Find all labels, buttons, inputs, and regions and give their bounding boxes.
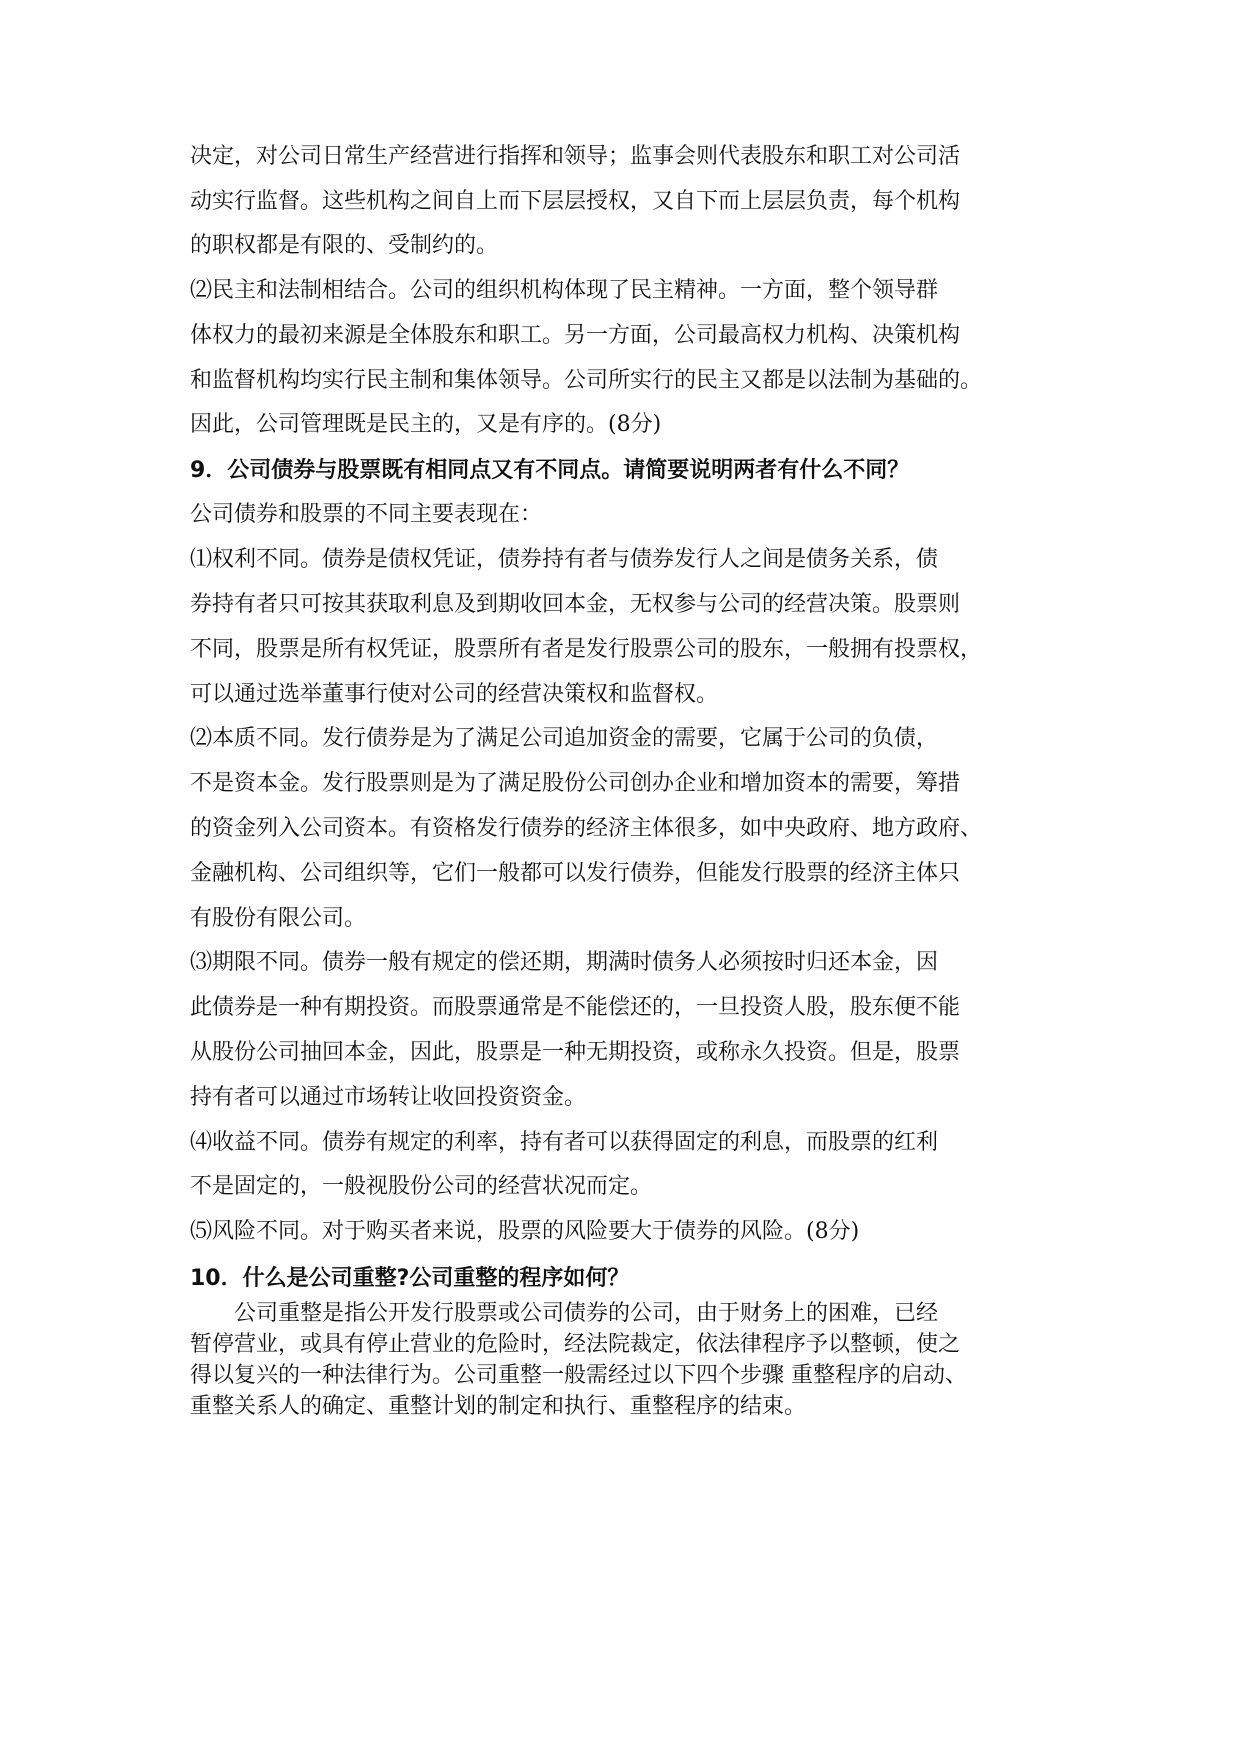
paragraph-line: ⑵本质不同。发行债券是为了满足公司追加资金的需要，它属于公司的负债，: [190, 726, 939, 751]
paragraph-line: 金融机构、公司组织等，它们一般都可以发行债券，但能发行股票的经济主体只: [190, 861, 961, 886]
paragraph-line: 公司重整是指公开发行股票或公司债券的公司，由于财务上的困难，已经: [190, 1301, 939, 1326]
paragraph-line: 此债券是一种有期投资。而股票通常是不能偿还的，一旦投资人股，股东便不能: [190, 995, 961, 1020]
paragraph-line: 重整关系人的确定、重整计划的制定和执行、重整程序的结束。: [190, 1394, 807, 1419]
paragraph-line: 持有者可以通过市场转让收回投资资金。: [190, 1085, 587, 1110]
paragraph-line: ⑷收益不同。债券有规定的利率，持有者可以获得固定的利息，而股票的红利: [190, 1130, 939, 1155]
paragraph-line: 的职权都是有限的、受制约的。: [190, 233, 499, 258]
paragraph-line: 决定，对公司日常生产经营进行指挥和领导；监事会则代表股东和职工对公司活: [190, 144, 961, 169]
paragraph-line: 和监督机构均实行民主制和集体领导。公司所实行的民主又都是以法制为基础的。: [190, 368, 983, 393]
paragraph-line: 可以通过选举董事行使对公司的经营决策权和监督权。: [190, 682, 719, 707]
question-10-heading: 10．什么是公司重整?公司重整的程序如何？: [190, 1266, 630, 1291]
paragraph-line: ⑵民主和法制相结合。公司的组织机构体现了民主精神。一方面，整个领导群: [190, 278, 939, 303]
paragraph-line: 暂停营业，或具有停止营业的危险时，经法院裁定，依法律程序予以整顿，使之: [190, 1332, 961, 1357]
paragraph-line: 从股份公司抽回本金，因此，股票是一种无期投资，或称永久投资。但是，股票: [190, 1040, 961, 1065]
paragraph-line: 不同，股票是所有权凭证，股票所有者是发行股票公司的股东，一般拥有投票权，: [190, 637, 983, 662]
paragraph-line: 券持有者只可按其获取利息及到期收回本金，无权参与公司的经营决策。股票则: [190, 592, 961, 617]
paragraph-line: 体权力的最初来源是全体股东和职工。另一方面，公司最高权力机构、决策机构: [190, 323, 961, 348]
paragraph-line: ⑶期限不同。债券一般有规定的偿还期，期满时债务人必须按时归还本金，因: [190, 950, 939, 975]
paragraph-line: ⑴权利不同。债券是债权凭证，债券持有者与债券发行人之间是债务关系，债: [190, 547, 939, 572]
paragraph-line: 因此，公司管理既是民主的，又是有序的。(8分): [190, 412, 662, 437]
paragraph-line: 公司债券和股票的不同主要表现在：: [190, 502, 543, 527]
question-9-heading: 9．公司债券与股票既有相同点又有不同点。请简要说明两者有什么不同？: [190, 458, 910, 483]
paragraph-line: 的资金列入公司资本。有资格发行债券的经济主体很多，如中央政府、地方政府、: [190, 816, 983, 841]
paragraph-line: 得以复兴的一种法律行为。公司重整一般需经过以下四个步骤 重整程序的启动、: [190, 1363, 967, 1388]
paragraph-line: 有股份有限公司。: [190, 906, 367, 931]
paragraph-line: 动实行监督。这些机构之间自上而下层层授权，又自下而上层层负责，每个机构: [190, 189, 961, 214]
paragraph-line: 不是资本金。发行股票则是为了满足股份公司创办企业和增加资本的需要，筹措: [190, 771, 961, 796]
paragraph-line: 不是固定的，一般视股份公司的经营状况而定。: [190, 1174, 653, 1199]
paragraph-line: ⑸风险不同。对于购买者来说，股票的风险要大于债券的风险。(8分): [190, 1219, 860, 1244]
